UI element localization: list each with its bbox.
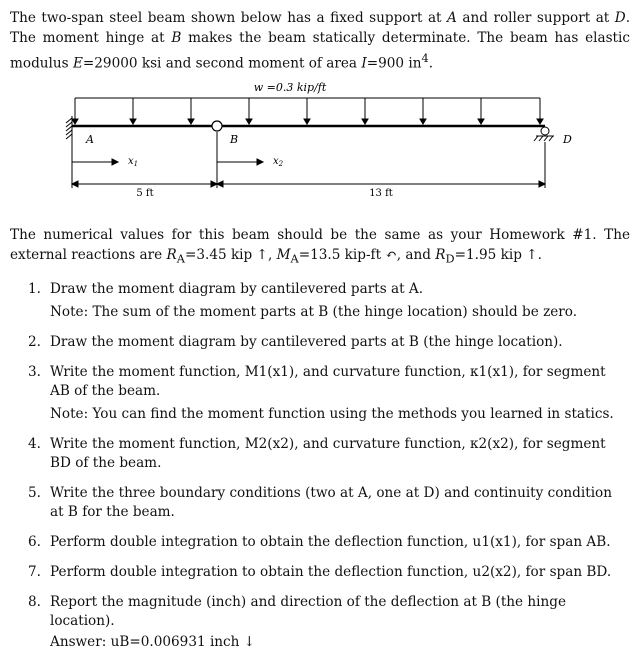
list-item [28, 484, 626, 522]
item-text: Write the moment function, M1(x1), and curvature function, κ1(x1), for segment AB of the beam. [50, 364, 606, 399]
item-number: 3. [28, 364, 41, 380]
symbol-ra-sub: A [176, 251, 185, 266]
symbol-a: A [447, 10, 457, 26]
symbol-i: I [361, 55, 367, 72]
list-item [28, 533, 626, 552]
answer-text: Answer: uB=0.006931 inch ↓ [50, 634, 256, 650]
reactions-paragraph [10, 225, 630, 269]
list-item [28, 363, 626, 424]
item-text: Write the moment function, M2(x2), and curvature function, κ2(x2), for segment BD of the beam. [50, 436, 606, 471]
intro-text: makes the beam statically determinate. The beam has elastic modulus [10, 30, 630, 72]
symbol-d: D [614, 10, 626, 26]
modulus-value: =29000 ksi and second moment of area [82, 55, 362, 72]
intro-text: and roller support at [456, 10, 615, 26]
beam-figure [60, 80, 600, 210]
load-label: w =0.3 kip/ft [253, 81, 327, 94]
item-text: Write the three boundary conditions (two at A, one at D) and continuity condition at B for the beam. [50, 485, 612, 520]
symbol-rd-sub: D [445, 251, 455, 266]
intro-text: . The moment hinge at [10, 10, 631, 46]
hinge-icon [212, 121, 222, 131]
para-text: The numerical values for this beam should be the same as your Homework #1. The external reactions are [10, 227, 630, 263]
inertia-value: =900 in [366, 55, 422, 72]
item-number: 7. [28, 564, 41, 580]
problem-intro [10, 8, 630, 74]
item-number: 2. [28, 334, 41, 350]
symbol-b: B [171, 30, 182, 46]
item-number: 6. [28, 534, 41, 550]
ra-value: =3.45 kip ↑, [184, 247, 277, 263]
inertia-exponent: 4 [421, 51, 429, 65]
list-item [28, 280, 626, 322]
item-number: 8. [28, 594, 41, 610]
ma-value: =13.5 kip-ft ↶, and [298, 247, 436, 263]
symbol-ma-sub: A [290, 251, 299, 266]
symbol-rd: R [435, 247, 446, 263]
intro-text: The two-span steel beam shown below has a fixed support at [10, 10, 448, 26]
item-text: Draw the moment diagram by cantilevered parts at A. [50, 281, 424, 297]
label-d: D [563, 133, 572, 146]
item-text: Perform double integration to obtain the deflection function, u2(x2), for span BD. [50, 564, 612, 580]
label-x2: $x_2$ [273, 156, 284, 168]
span-1-label: 5 ft [136, 188, 154, 199]
symbol-ma: M [276, 247, 291, 263]
task-list [28, 280, 626, 663]
intro-text: . [428, 55, 434, 72]
label-b: B [230, 133, 239, 146]
symbol-e: E [72, 55, 83, 72]
item-text: Report the magnitude (inch) and direction of the deflection at B (the hinge location). [50, 594, 567, 629]
label-x1: $x_1$ [128, 156, 139, 168]
dimension-span-1 [72, 181, 217, 187]
dimension-span-2 [217, 181, 545, 187]
x1-coordinate-arrow [72, 159, 118, 165]
item-text: Draw the moment diagram by cantilevered parts at B (the hinge location). [50, 334, 563, 350]
roller-support-icon [534, 127, 554, 141]
distributed-load-arrows [72, 98, 543, 124]
label-a: A [86, 133, 94, 146]
item-number: 4. [28, 436, 41, 452]
item-note: Note: The sum of the moment parts at B (the hinge location) should be zero. [50, 304, 578, 320]
item-note: Note: You can find the moment function using the methods you learned in statics. [50, 406, 614, 422]
symbol-ra: R [166, 247, 177, 263]
item-number: 5. [28, 485, 41, 501]
list-item [28, 333, 626, 352]
item-text: Perform double integration to obtain the deflection function, u1(x1), for span AB. [50, 534, 611, 550]
list-item [28, 435, 626, 473]
x2-coordinate-arrow [217, 159, 263, 165]
fixed-support [66, 116, 72, 139]
list-item [28, 563, 626, 582]
rd-value: =1.95 kip ↑. [454, 247, 542, 263]
span-2-label: 13 ft [369, 188, 393, 199]
list-item [28, 593, 626, 652]
item-number: 1. [28, 281, 41, 297]
